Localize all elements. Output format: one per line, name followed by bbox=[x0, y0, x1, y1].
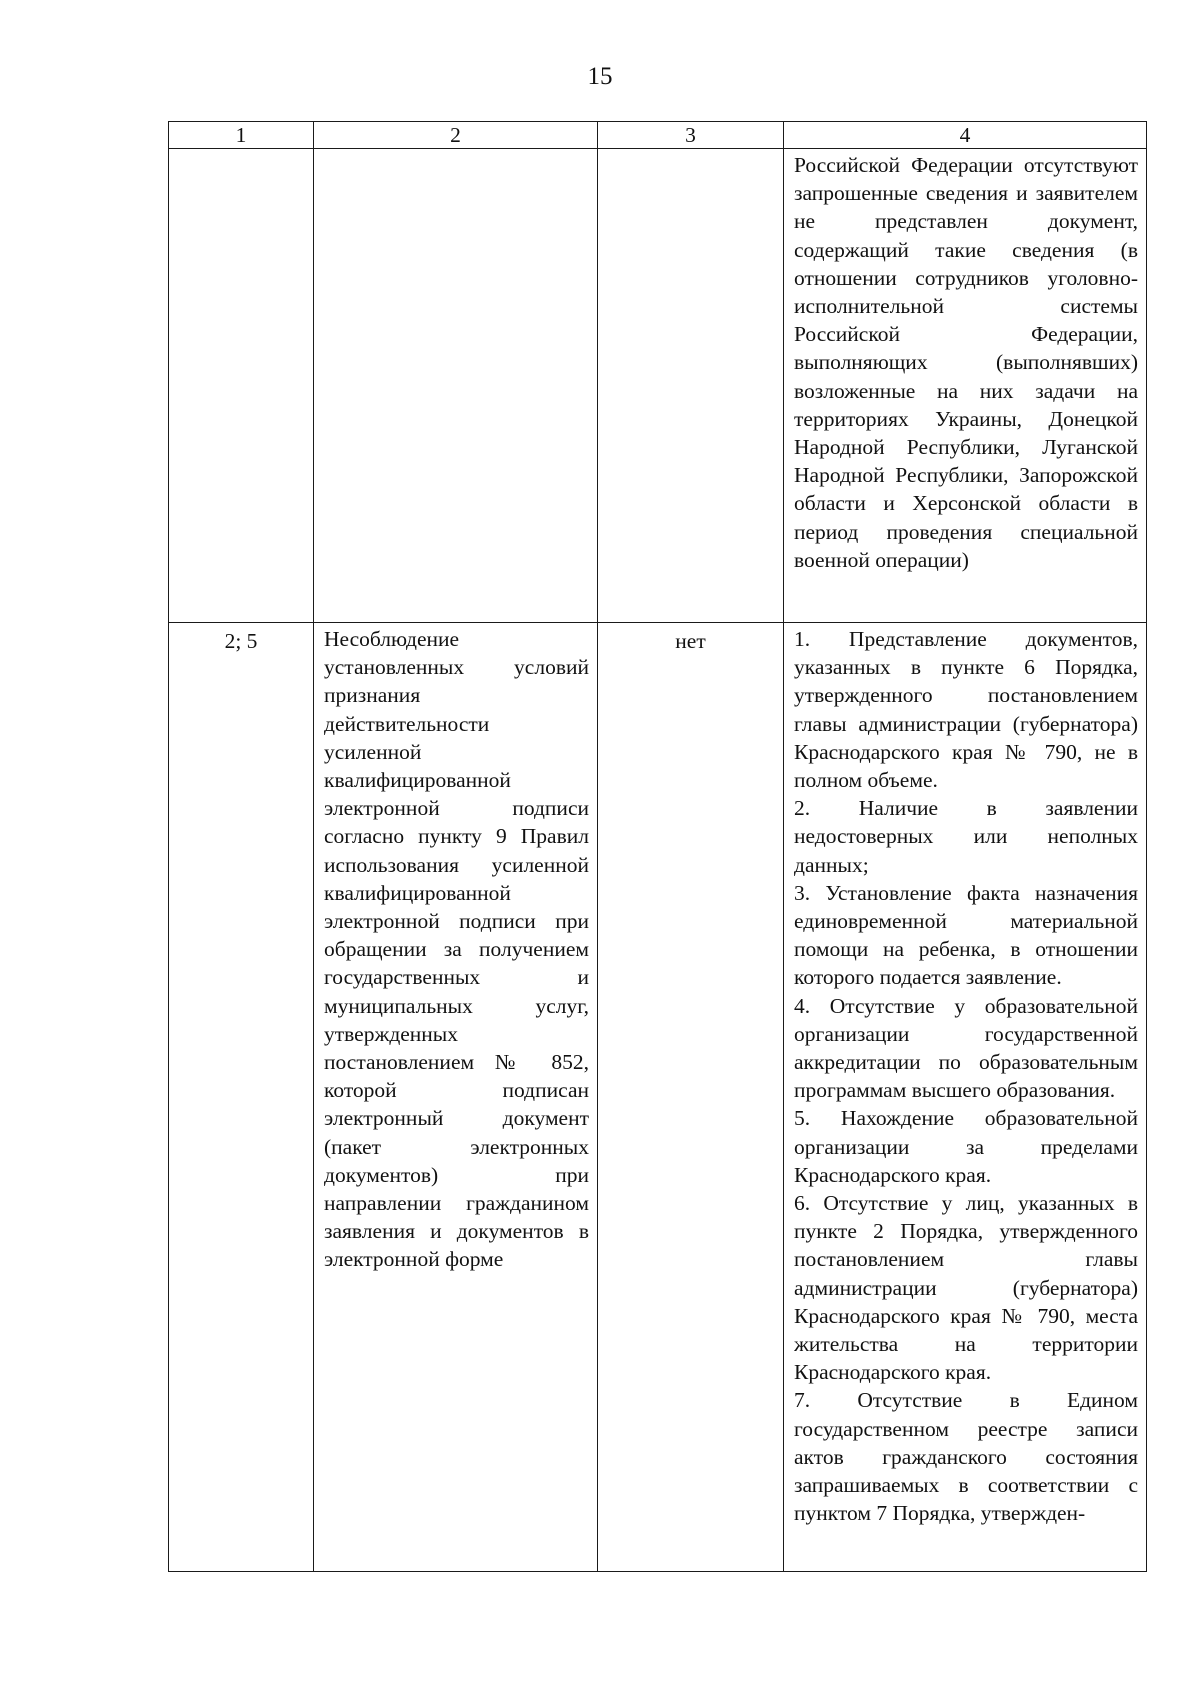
list-item: 2. Наличие в заявлении недостоверных или неполных данных; bbox=[794, 796, 1138, 877]
column-header-3: 3 bbox=[598, 122, 784, 149]
cell-col1: 2; 5 bbox=[169, 623, 314, 1572]
list-item: 4. Отсутствие у образовательной организации государственной аккредитации по образовательным программам высшего образования. bbox=[794, 993, 1138, 1103]
list-item: 5. Нахождение образовательной организации за пределами Краснодарского края. bbox=[794, 1106, 1138, 1187]
grounds-list bbox=[794, 625, 1138, 1569]
list-item: 1. Представление документов, указанных в пункте 6 Порядка, утвержденного постановлением главы администрации (губернатора) Краснодарского края № 790, не в полном объеме. bbox=[794, 627, 1138, 793]
table-header-row bbox=[169, 122, 1147, 149]
cell-col1 bbox=[169, 149, 314, 623]
table-row-continued bbox=[169, 149, 1147, 623]
list-item: 3. Установление факта назначения единовременной материальной помощи на ребенка, в отношении которого подается заявление. bbox=[794, 880, 1138, 990]
list-item: 7. Отсутствие в Едином государственном реестре записи актов гражданского состояния запрашиваемых в соответствии с пунктом 7 Порядка, утвержден- bbox=[794, 1388, 1138, 1526]
document-table bbox=[168, 121, 1147, 1572]
cell-col4 bbox=[784, 623, 1147, 1572]
cell-col3: нет bbox=[598, 623, 784, 1572]
cell-col4: Российской Федерации отсутствуют запрошенные сведения и заявителем не представлен документ, содержащий такие сведения (в отношении сотрудников уголовно-исполнительной системы Российской Федерации, выполняющих (выполнявших) возложенные на них задачи на территориях Украины, Донецкой Народной Республики, Луганской Народной Республики, Запорожской области и Херсонской области в период проведения специальной военной операции) bbox=[784, 149, 1147, 623]
column-header-4: 4 bbox=[784, 122, 1147, 149]
cell-col2 bbox=[314, 149, 598, 623]
column-header-1: 1 bbox=[169, 122, 314, 149]
list-item: 6. Отсутствие у лиц, указанных в пункте 2 Порядка, утвержденного постановлением главы администрации (губернатора) Краснодарского края № 790, места жительства на территории Краснодарского края. bbox=[794, 1191, 1138, 1385]
column-header-2: 2 bbox=[314, 122, 598, 149]
cell-col3 bbox=[598, 149, 784, 623]
cell-col2: Несоблюдение установленных условий признания действительности усиленной квалифицированной электронной подписи согласно пункту 9 Правил использования усиленной квалифицированной электронной подписи при обращении за получением государственных и муниципальных услуг, утвержденных постановлением № 852, которой подписан электронный документ (пакет электронных документов) при направлении гражданином заявления и документов в электронной форме bbox=[314, 623, 598, 1572]
table-row bbox=[169, 623, 1147, 1572]
page-number: 15 bbox=[587, 63, 613, 90]
